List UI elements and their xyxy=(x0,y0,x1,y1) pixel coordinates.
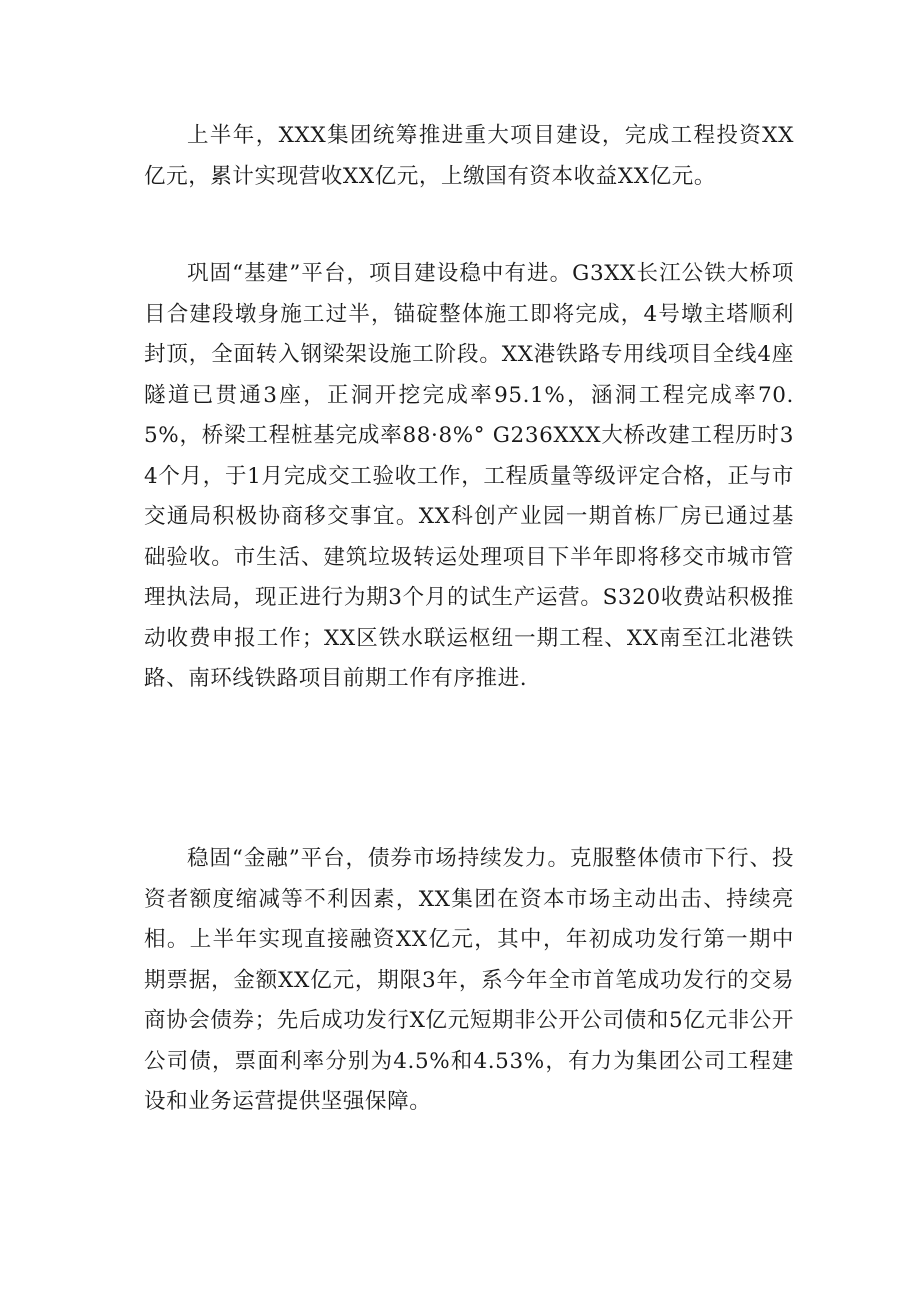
paragraph-infrastructure: 巩固“基建”平台，项目建设稳中有进。G3XX长江公铁大桥项目合建段墩身施工过半，锚碇整体施工即将完成，4号墩主塔顺利封顶，全面转入钢梁架设施工阶段。XX港铁路专用线项目全线4座隧道已贯通3座，正洞开挖完成率95.1%，涵洞工程完成率70.5%，桥梁工程桩基完成率88·8%° G236XXX大桥改建工程历时34个月，于1月完成交工验收工作，工程质量等级评定合格，正与市交通局积极协商移交事宜。XX科创产业园一期首栋厂房已通过基础验收。市生活、建筑垃圾转运处理项目下半年即将移交市城市管理执法局，现正进行为期3个月的试生产运营。S320收费站积极推动收费申报工作；XX区铁水联运枢纽一期工程、XX南至江北港铁路、南环线铁路项目前期工作有序推进. xyxy=(144,261,794,691)
paragraph-summary: 上半年，XXX集团统筹推进重大项目建设，完成工程投资XX亿元，累计实现营收XX亿元，上缴国有资本收益XX亿元。 xyxy=(144,123,794,189)
paragraph-finance: 稳固“金融”平台，债券市场持续发力。克服整体债市下行、投资者额度缩减等不利因素，XX集团在资本市场主动出击、持续亮相。上半年实现直接融资XX亿元，其中，年初成功发行第一期中期票据，金额XX亿元，期限3年，系今年全市首笔成功发行的交易商协会债券；先后成功发行X亿元短期非公开公司债和5亿元非公开公司债，票面利率分别为4.5%和4.53%，有力为集团公司工程建设和业务运营提供坚强保障。 xyxy=(144,846,794,1114)
